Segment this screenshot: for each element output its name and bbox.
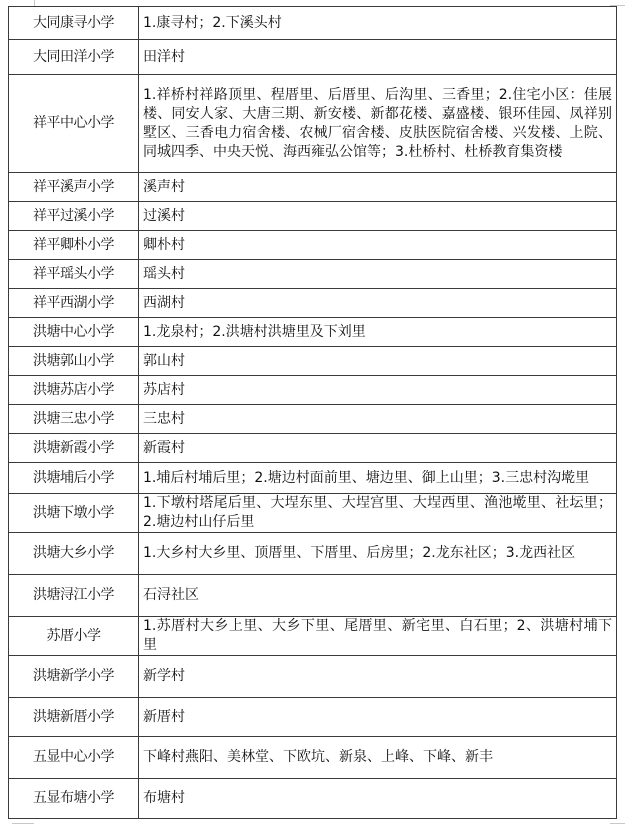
enrollment-area-cell: 1.祥桥村祥路顶里、程厝里、后厝里、后沟里、三香里；2.住宅小区：佳展楼、同安人家、大唐三期、新安楼、新都花楼、嘉盛楼、银环佳园、凤祥别墅区、三香电力宿舍楼、农械厂宿舍楼、皮肤医院宿舍楼、兴发楼、上院、同城四季、中央天悦、海西雍弘公馆等；3.杜桥村、杜桥教育集资楼 xyxy=(139,75,617,173)
school-name-cell: 洪塘大乡小学 xyxy=(9,533,139,575)
enrollment-area-cell: 卿朴村 xyxy=(139,231,617,260)
school-name-cell: 洪塘新学小学 xyxy=(9,656,139,698)
enrollment-area-cell: 新霞村 xyxy=(139,434,617,463)
school-name-cell: 五显中心小学 xyxy=(9,737,139,779)
crop-mark-bottom-left xyxy=(12,823,34,824)
table-row xyxy=(9,737,617,779)
school-name-cell: 洪塘埔后小学 xyxy=(9,463,139,494)
table-row xyxy=(9,434,617,463)
school-name-cell: 苏厝小学 xyxy=(9,617,139,656)
school-name-cell: 祥平过溪小学 xyxy=(9,202,139,231)
school-name-cell: 祥平卿朴小学 xyxy=(9,231,139,260)
school-name-cell: 洪塘新霞小学 xyxy=(9,434,139,463)
enrollment-area-cell: 西湖村 xyxy=(139,289,617,318)
school-name-cell: 五显布塘小学 xyxy=(9,779,139,819)
table-row xyxy=(9,376,617,405)
school-name-cell: 洪塘三忠小学 xyxy=(9,405,139,434)
table-row xyxy=(9,656,617,698)
school-name-cell: 祥平西湖小学 xyxy=(9,289,139,318)
table-row xyxy=(9,289,617,318)
table-row xyxy=(9,405,617,434)
school-zone-table xyxy=(8,6,617,819)
school-name-cell: 洪塘苏店小学 xyxy=(9,376,139,405)
crop-mark-bottom-right xyxy=(610,823,625,824)
school-name-cell: 祥平瑶头小学 xyxy=(9,260,139,289)
table-row xyxy=(9,779,617,819)
table-row xyxy=(9,202,617,231)
school-name-cell: 洪塘新厝小学 xyxy=(9,698,139,737)
school-name-cell: 洪塘浔江小学 xyxy=(9,575,139,617)
school-name-cell: 祥平中心小学 xyxy=(9,75,139,173)
enrollment-area-cell: 1.下墩村塔尾后里、大埕东里、大埕宫里、大埕西里、渔池墘里、社坛里；2.塘边村山仔后里 xyxy=(139,494,617,533)
enrollment-area-cell: 布塘村 xyxy=(139,779,617,819)
table-row xyxy=(9,463,617,494)
enrollment-area-cell: 过溪村 xyxy=(139,202,617,231)
school-name-cell: 洪塘中心小学 xyxy=(9,318,139,347)
table-row xyxy=(9,533,617,575)
school-name-cell: 大同田洋小学 xyxy=(9,40,139,75)
enrollment-area-cell: 1.大乡村大乡里、顶厝里、下厝里、后房里；2.龙东社区；3.龙西社区 xyxy=(139,533,617,575)
enrollment-area-cell: 新厝村 xyxy=(139,698,617,737)
enrollment-area-cell: 郭山村 xyxy=(139,347,617,376)
table-row xyxy=(9,75,617,173)
table-row xyxy=(9,494,617,533)
enrollment-area-cell: 苏店村 xyxy=(139,376,617,405)
table-row xyxy=(9,318,617,347)
table-row xyxy=(9,7,617,40)
enrollment-area-cell: 下峰村燕阳、美林堂、下欧坑、新泉、上峰、下峰、新丰 xyxy=(139,737,617,779)
table-row xyxy=(9,347,617,376)
enrollment-area-cell: 三忠村 xyxy=(139,405,617,434)
school-name-cell: 洪塘郭山小学 xyxy=(9,347,139,376)
enrollment-area-cell: 田洋村 xyxy=(139,40,617,75)
table-row xyxy=(9,575,617,617)
table-row xyxy=(9,260,617,289)
enrollment-area-cell: 新学村 xyxy=(139,656,617,698)
enrollment-area-cell: 1.康寻村；2.下溪头村 xyxy=(139,7,617,40)
school-name-cell: 祥平溪声小学 xyxy=(9,173,139,202)
school-name-cell: 大同康寻小学 xyxy=(9,7,139,40)
table-row xyxy=(9,617,617,656)
enrollment-area-cell: 1.埔后村埔后里；2.塘边村面前里、塘边里、御上山里；3.三忠村沟墘里 xyxy=(139,463,617,494)
table-row xyxy=(9,173,617,202)
enrollment-area-cell: 石浔社区 xyxy=(139,575,617,617)
table-row xyxy=(9,40,617,75)
school-name-cell: 洪塘下墩小学 xyxy=(9,494,139,533)
enrollment-area-cell: 溪声村 xyxy=(139,173,617,202)
table-row xyxy=(9,231,617,260)
table-body xyxy=(9,7,617,819)
enrollment-area-cell: 瑶头村 xyxy=(139,260,617,289)
table-row xyxy=(9,698,617,737)
enrollment-area-cell: 1.苏厝村大乡上里、大乡下里、尾厝里、新宅里、白石里；2、洪塘村埔下里 xyxy=(139,617,617,656)
enrollment-area-cell: 1.龙泉村；2.洪塘村洪塘里及下刘里 xyxy=(139,318,617,347)
